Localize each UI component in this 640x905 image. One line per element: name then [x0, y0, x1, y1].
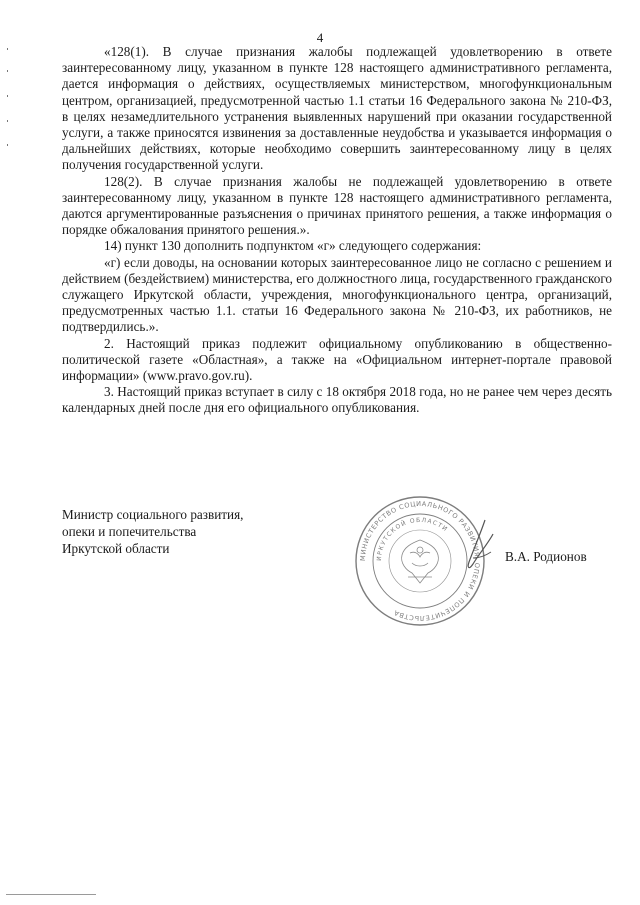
- paragraph-item-14: 14) пункт 130 дополнить подпунктом «г» следующего содержания:: [104, 238, 482, 254]
- paragraph-128-1: «128(1). В случае признания жалобы подлежащей удовлетворению в ответе заинтересованному лицу, указанном в пункте 128 настоящего административного регламента, дается информация о действиях, осуществляемых министерством, многофункциональным центром, организацией, предусмотренной частью 1.1 статьи 16 Федерального закона № 210-ФЗ, в целях незамедлительного устранения выявленных нарушений при оказании государственной услуги, а также приносятся извинения за доставленные неудобства и указывается информация о дальнейших действиях, которые необходимо совершить заинтересованному лицу в целях получения государственной услуги.: [62, 44, 612, 173]
- seal-outer-text: МИНИСТЕРСТВО СОЦИАЛЬНОГО РАЗВИТИЯ, ОПЕКИ И ПОПЕЧИТЕЛЬСТВА: [358, 499, 482, 623]
- document-body: [62, 44, 612, 417]
- scan-edge-marks: [6, 40, 9, 160]
- paragraph-effective-date: 3. Настоящий приказ вступает в силу с 18 октября 2018 года, но не ранее чем через десять календарных дней после дня его официального опубликования.: [62, 384, 612, 416]
- paragraph-128-2: 128(2). В случае признания жалобы не подлежащей удовлетворению в ответе заинтересованному лицу, указанном в пункте 128 настоящего административного регламента, даются аргументированные разъяснения о причинах принятого решения, а также информация о порядке обжалования принятого решения.».: [62, 173, 612, 238]
- handwritten-signature: [455, 518, 505, 574]
- paragraph-subitem-g: «г) если доводы, на основании которых заинтересованное лицо не согласно с решением и действием (бездействием) министерства, его должностного лица, государственного гражданского служащего Иркутской области, учреждения, многофункционального центра, организаций, предусмотренных частью 1.1. статьи 16 Федерального закона № 210-ФЗ, их работников, не подтвердились.».: [62, 254, 612, 335]
- signatory-name: В.А. Родионов: [505, 549, 587, 564]
- position-line: Министр социального развития,: [62, 507, 244, 522]
- seal-inner-text: ИРКУТСКОЙ ОБЛАСТИ: [375, 516, 450, 562]
- page-bottom-line: [6, 894, 96, 895]
- signature-position: [62, 506, 243, 557]
- coat-of-arms-icon: [402, 540, 439, 583]
- position-line: Иркутской области: [62, 541, 170, 556]
- position-line: опеки и попечительства: [62, 524, 197, 539]
- paragraph-publication: 2. Настоящий приказ подлежит официальному опубликованию в общественно-политической газете «Областная», а также на «Официальном интернет-портале правовой информации» (www.pravo.gov.ru).: [62, 335, 612, 384]
- page-number: 4: [316, 30, 324, 45]
